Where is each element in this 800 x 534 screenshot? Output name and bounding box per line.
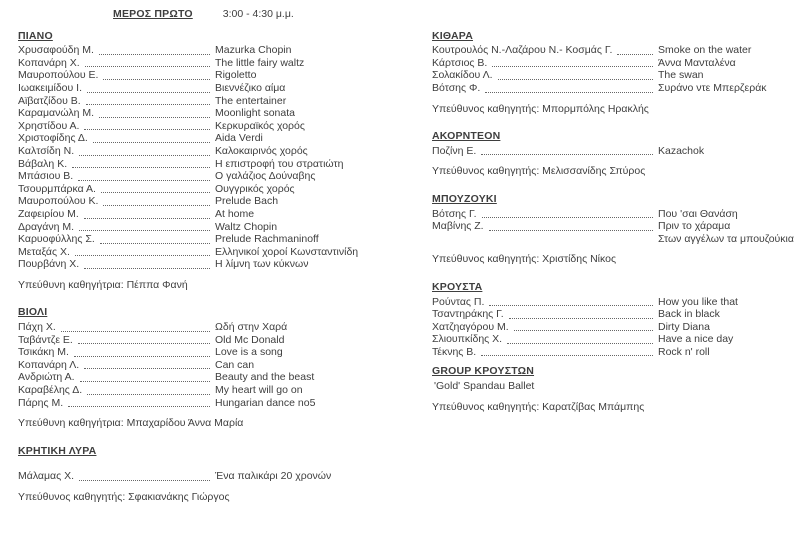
dot-leader (509, 321, 658, 334)
dot-leader (493, 69, 658, 82)
program-entry-row (432, 82, 800, 95)
piece-title: Άννα Μανταλένα (658, 56, 736, 69)
dot-leader (79, 120, 215, 133)
entry-name-cell (432, 296, 658, 309)
piece-title: The little fairy waltz (215, 56, 305, 69)
dot-leader (73, 170, 215, 183)
program-entry-row (18, 258, 414, 271)
entry-name-cell (18, 221, 215, 234)
entry-name-cell (432, 308, 658, 321)
student-name: Χρυσαφούδη Μ. (18, 44, 94, 57)
entry-name-cell (18, 334, 215, 347)
student-name: Χριστοφίδης Δ. (18, 132, 88, 145)
student-name: Χρηστίδου Α. (18, 119, 80, 132)
piece-title: Aida Verdi (215, 132, 263, 145)
dot-leader (612, 44, 658, 57)
student-name: Μπάσιου Β. (18, 170, 74, 183)
section-title: ΚΙΘΑΡΑ (432, 29, 473, 42)
student-name: Ζαφειρίου Μ. (18, 207, 79, 220)
entry-name-cell (432, 346, 658, 359)
student-name: Κοπανάρη Χ. (18, 56, 80, 69)
program-entry-row (18, 384, 414, 397)
student-name: Μεταξάς Χ. (18, 245, 70, 258)
piece-title: Ωδή στην Χαρά (215, 321, 288, 334)
entry-name-cell (18, 82, 215, 95)
program-entry-row (18, 145, 414, 158)
program-entry-row (18, 120, 414, 133)
student-name: Μαυροπούλου Κ. (18, 195, 99, 208)
piece-title: Η επιστροφή του στρατιώτη (215, 157, 344, 170)
piece-title: Ουγγρικός χορός (215, 182, 295, 195)
section-title: GROUP ΚΡΟΥΣΤΩΝ (432, 365, 535, 378)
instructor-line: Υπεύθυνος καθηγητής: Καρατζίβας Μπάμπης (432, 400, 645, 413)
section-title: ΒΙΟΛΙ (18, 306, 48, 319)
dot-leader (94, 107, 215, 120)
section-title: ΚΡΟΥΣΤΑ (432, 280, 483, 293)
program-entry-row (432, 296, 800, 309)
entry-list (18, 470, 414, 483)
piece-title: Smoke on the water (658, 44, 752, 57)
piece-title: Old Mc Donald (215, 333, 285, 346)
piece-title: Have a nice day (658, 333, 734, 346)
piece-title: Rock n' roll (658, 345, 710, 358)
program-entry-row (18, 82, 414, 95)
entry-name-cell (18, 132, 215, 145)
student-name: Ποζίνη Ε. (432, 144, 477, 157)
piece-title: Hungarian dance no5 (215, 396, 316, 409)
student-name: Σλιουπκίδης Χ. (432, 333, 503, 346)
entry-name-cell (18, 183, 215, 196)
dot-leader (477, 208, 658, 221)
program-entry-row (432, 44, 800, 57)
student-name: Κοπανάρη Λ. (18, 358, 80, 371)
student-name: Τσαντηράκης Γ. (432, 308, 504, 321)
student-name: Πουρβάνη Χ. (18, 258, 80, 271)
program-entry-row (432, 346, 800, 359)
entry-name-cell (18, 120, 215, 133)
piece-title: Dirty Diana (658, 320, 710, 333)
entry-list (432, 296, 800, 359)
dot-leader (79, 208, 215, 221)
entry-name-cell (432, 233, 658, 246)
entry-list (18, 44, 414, 271)
student-name: Ρούντας Π. (432, 295, 485, 308)
dot-leader (56, 321, 215, 334)
entry-name-cell (18, 195, 215, 208)
piece-title: Beauty and the beast (215, 371, 315, 384)
student-name: Βότσης Φ. (432, 81, 481, 94)
doc-header (0, 0, 800, 21)
program-entry-row (18, 321, 414, 334)
instrument-section (18, 30, 414, 292)
piece-title: The entertainer (215, 94, 287, 107)
student-name: Σολακίδου Λ. (432, 69, 493, 82)
piece-title: Κερκυραϊκός χορός (215, 119, 305, 132)
entry-name-cell (18, 371, 215, 384)
piece-title: Στων αγγέλων τα μπουζούκια (658, 232, 794, 245)
student-name: Καραμανώλη Μ. (18, 107, 95, 120)
dot-leader (74, 470, 215, 483)
entry-name-cell (432, 220, 658, 233)
student-name: Πάχη Χ. (18, 321, 56, 334)
instrument-section (18, 306, 414, 429)
instructor-line: Υπεύθυνος καθηγητής: Μελισσανίδης Σπύρος (432, 165, 646, 178)
instructor-line: Υπεύθυνος καθηγητής: Μπορμπόλης Ηρακλής (432, 102, 649, 115)
dot-leader (74, 145, 215, 158)
entry-name-cell (432, 145, 658, 158)
student-name: Ταβάντζε Ε. (18, 333, 73, 346)
dot-leader (69, 346, 215, 359)
piece-title: Back in black (658, 308, 720, 321)
entry-list (432, 208, 800, 246)
entry-name-cell (18, 397, 215, 410)
left-column (18, 30, 414, 519)
piece-title: At home (215, 207, 255, 220)
student-name: Κουτρουλός Ν.-Λαζάρου Ν.- Κοσμάς Γ. (432, 44, 613, 57)
piece-title: Συράνο ντε Μπερζεράκ (658, 81, 767, 94)
entry-name-cell (18, 69, 215, 82)
entry-name-cell (18, 107, 215, 120)
dot-leader (88, 132, 215, 145)
program-entry-row (432, 220, 800, 233)
student-name: Καλτσίδη Ν. (18, 144, 75, 157)
entry-name-cell (432, 208, 658, 221)
dot-leader (79, 359, 215, 372)
dot-leader (484, 296, 658, 309)
entry-name-cell (18, 384, 215, 397)
entry-name-cell (432, 333, 658, 346)
dot-leader (487, 57, 658, 70)
entry-name-cell (18, 470, 215, 483)
dot-leader (502, 333, 658, 346)
program-entry-row (18, 107, 414, 120)
piece-title: Πριν το χάραμα (658, 220, 731, 233)
program-entry-row (18, 132, 414, 145)
student-name: Βάβαλη Κ. (18, 157, 68, 170)
program-entry-row (18, 246, 414, 259)
program-entry-row (18, 44, 414, 57)
entry-name-cell (18, 44, 215, 57)
entry-name-cell (18, 346, 215, 359)
dot-leader (67, 158, 215, 171)
student-name: Κάρτσιος Β. (432, 56, 488, 69)
program-entry-row (18, 371, 414, 384)
entry-name-cell (432, 82, 658, 95)
instrument-section (432, 130, 800, 178)
piece-title: Η λίμνη των κύκνων (215, 258, 309, 271)
entry-name-cell (432, 44, 658, 57)
program-entry-row (18, 158, 414, 171)
entry-name-cell (18, 246, 215, 259)
student-name: Τσουρμπάρκα Α. (18, 182, 96, 195)
student-name: Καρυοφύλλης Σ. (18, 233, 95, 246)
student-name: Μαυροπούλου Ε. (18, 69, 99, 82)
dot-leader (81, 95, 215, 108)
right-column (432, 30, 800, 519)
instrument-section (432, 30, 800, 116)
group-note: 'Gold' Spandau Ballet (434, 380, 535, 393)
time-range: 3:00 - 4:30 μ.μ. (222, 8, 294, 20)
entry-name-cell (18, 145, 215, 158)
entry-list (18, 321, 414, 409)
student-name: Βότσης Γ. (432, 207, 477, 220)
piece-title: The swan (658, 69, 704, 82)
piece-title: Can can (215, 358, 255, 371)
student-name: Καραβέλης Δ. (18, 384, 83, 397)
instructor-line: Υπεύθυνη καθηγήτρια: Πέππα Φανή (18, 278, 188, 291)
program-entry-row (18, 221, 414, 234)
student-name: Τέκνης Β. (432, 345, 477, 358)
piece-title: Ελληνικοί χοροί Κωνσταντινίδη (215, 245, 359, 258)
instructor-line: Υπεύθυνη καθηγήτρια: Μπαχαρίδου Άννα Μαρία (18, 417, 244, 430)
piece-title: How you like that (658, 295, 738, 308)
program-entry-row (18, 195, 414, 208)
program-entry-row (432, 69, 800, 82)
entry-name-cell (18, 158, 215, 171)
dot-leader (95, 233, 215, 246)
dot-leader (75, 371, 215, 384)
entry-name-cell (432, 69, 658, 82)
piece-title: My heart will go on (215, 384, 303, 397)
entry-list (432, 44, 800, 94)
entry-name-cell (18, 57, 215, 70)
program-entry-row (18, 397, 414, 410)
dot-leader (98, 195, 215, 208)
dot-leader (73, 334, 215, 347)
student-name: Αϊβατζίδου Β. (18, 94, 81, 107)
piece-title: Ο γαλάζιος Δούναβης (215, 170, 316, 183)
student-name: Χατζηαγόρου Μ. (432, 320, 509, 333)
dot-leader (94, 44, 215, 57)
dot-leader (70, 246, 215, 259)
piece-title: Mazurka Chopin (215, 44, 292, 57)
entry-name-cell (18, 233, 215, 246)
dot-leader (504, 308, 658, 321)
dot-leader (82, 82, 215, 95)
student-name: Τσικάκη Μ. (18, 346, 69, 359)
section-title: ΜΠΟΥΖΟΥΚΙ (432, 192, 497, 205)
dot-leader (98, 69, 215, 82)
dot-leader (79, 258, 215, 271)
instructor-line: Υπεύθυνος καθηγητής: Χριστίδης Νίκος (432, 253, 617, 266)
student-name: Ανδριώτη Α. (18, 371, 75, 384)
entry-name-cell (18, 258, 215, 271)
program-columns (0, 21, 800, 519)
program-entry-row (432, 308, 800, 321)
program-entry-row (18, 183, 414, 196)
program-entry-row (432, 145, 800, 158)
section-title: ΚΡΗΤΙΚΗ ΛΥΡΑ (18, 444, 97, 457)
entry-name-cell (18, 170, 215, 183)
program-entry-row (18, 95, 414, 108)
part-title: ΜΕΡΟΣ ΠΡΩΤΟ (113, 8, 193, 20)
program-entry-row (18, 57, 414, 70)
student-name: Μαβίνης Ζ. (432, 220, 484, 233)
piece-title: Love is a song (215, 346, 283, 359)
piece-title: Ένα παλικάρι 20 χρονών (215, 470, 332, 483)
student-name: Πάρης Μ. (18, 396, 64, 409)
dot-leader (476, 346, 658, 359)
instrument-section (18, 445, 414, 504)
program-entry-row (432, 57, 800, 70)
piece-title: Prelude Rachmaninoff (215, 233, 319, 246)
program-entry-row (432, 208, 800, 221)
section-title: ΠΙΑΝΟ (18, 29, 53, 42)
program-entry-row (432, 233, 800, 246)
dot-leader (484, 220, 658, 233)
instructor-line: Υπεύθυνος καθηγητής: Σφακιανάκης Γιώργος (18, 491, 230, 503)
dot-leader (63, 397, 215, 410)
entry-list (432, 145, 800, 158)
dot-leader (476, 145, 658, 158)
program-entry-row (18, 170, 414, 183)
program-entry-row (18, 233, 414, 246)
piece-title: Rigoletto (215, 69, 257, 82)
dot-leader (80, 57, 215, 70)
dot-leader (480, 82, 658, 95)
piece-title: Kazachok (658, 144, 705, 157)
piece-title: Βιεννέζικο αίμα (215, 81, 286, 94)
program-entry-row (432, 321, 800, 334)
piece-title: Waltz Chopin (215, 220, 278, 233)
dot-leader (74, 221, 215, 234)
program-entry-row (18, 470, 414, 483)
entry-name-cell (18, 321, 215, 334)
entry-name-cell (18, 95, 215, 108)
entry-name-cell (432, 57, 658, 70)
instrument-section (432, 281, 800, 359)
piece-title: Moonlight sonata (215, 107, 295, 120)
program-entry-row (18, 346, 414, 359)
piece-title: Που 'σαι Θανάση (658, 207, 738, 220)
section-title: ΑΚΟΡΝΤΕΟΝ (432, 130, 501, 143)
instrument-section (432, 193, 800, 266)
student-name: Ιωακειμίδου Ι. (18, 81, 83, 94)
entry-name-cell (18, 208, 215, 221)
piece-title: Καλοκαιρινός χορός (215, 144, 308, 157)
program-entry-row (18, 359, 414, 372)
instrument-section (432, 365, 800, 413)
piece-title: Prelude Bach (215, 195, 279, 208)
program-entry-row (18, 69, 414, 82)
dot-leader (96, 183, 215, 196)
program-entry-row (18, 208, 414, 221)
dot-leader (82, 384, 215, 397)
program-entry-row (432, 333, 800, 346)
student-name: Μάλαμας Χ. (18, 470, 74, 483)
entry-name-cell (18, 359, 215, 372)
student-name: Δραγάνη Μ. (18, 220, 75, 233)
entry-name-cell (432, 321, 658, 334)
program-entry-row (18, 334, 414, 347)
